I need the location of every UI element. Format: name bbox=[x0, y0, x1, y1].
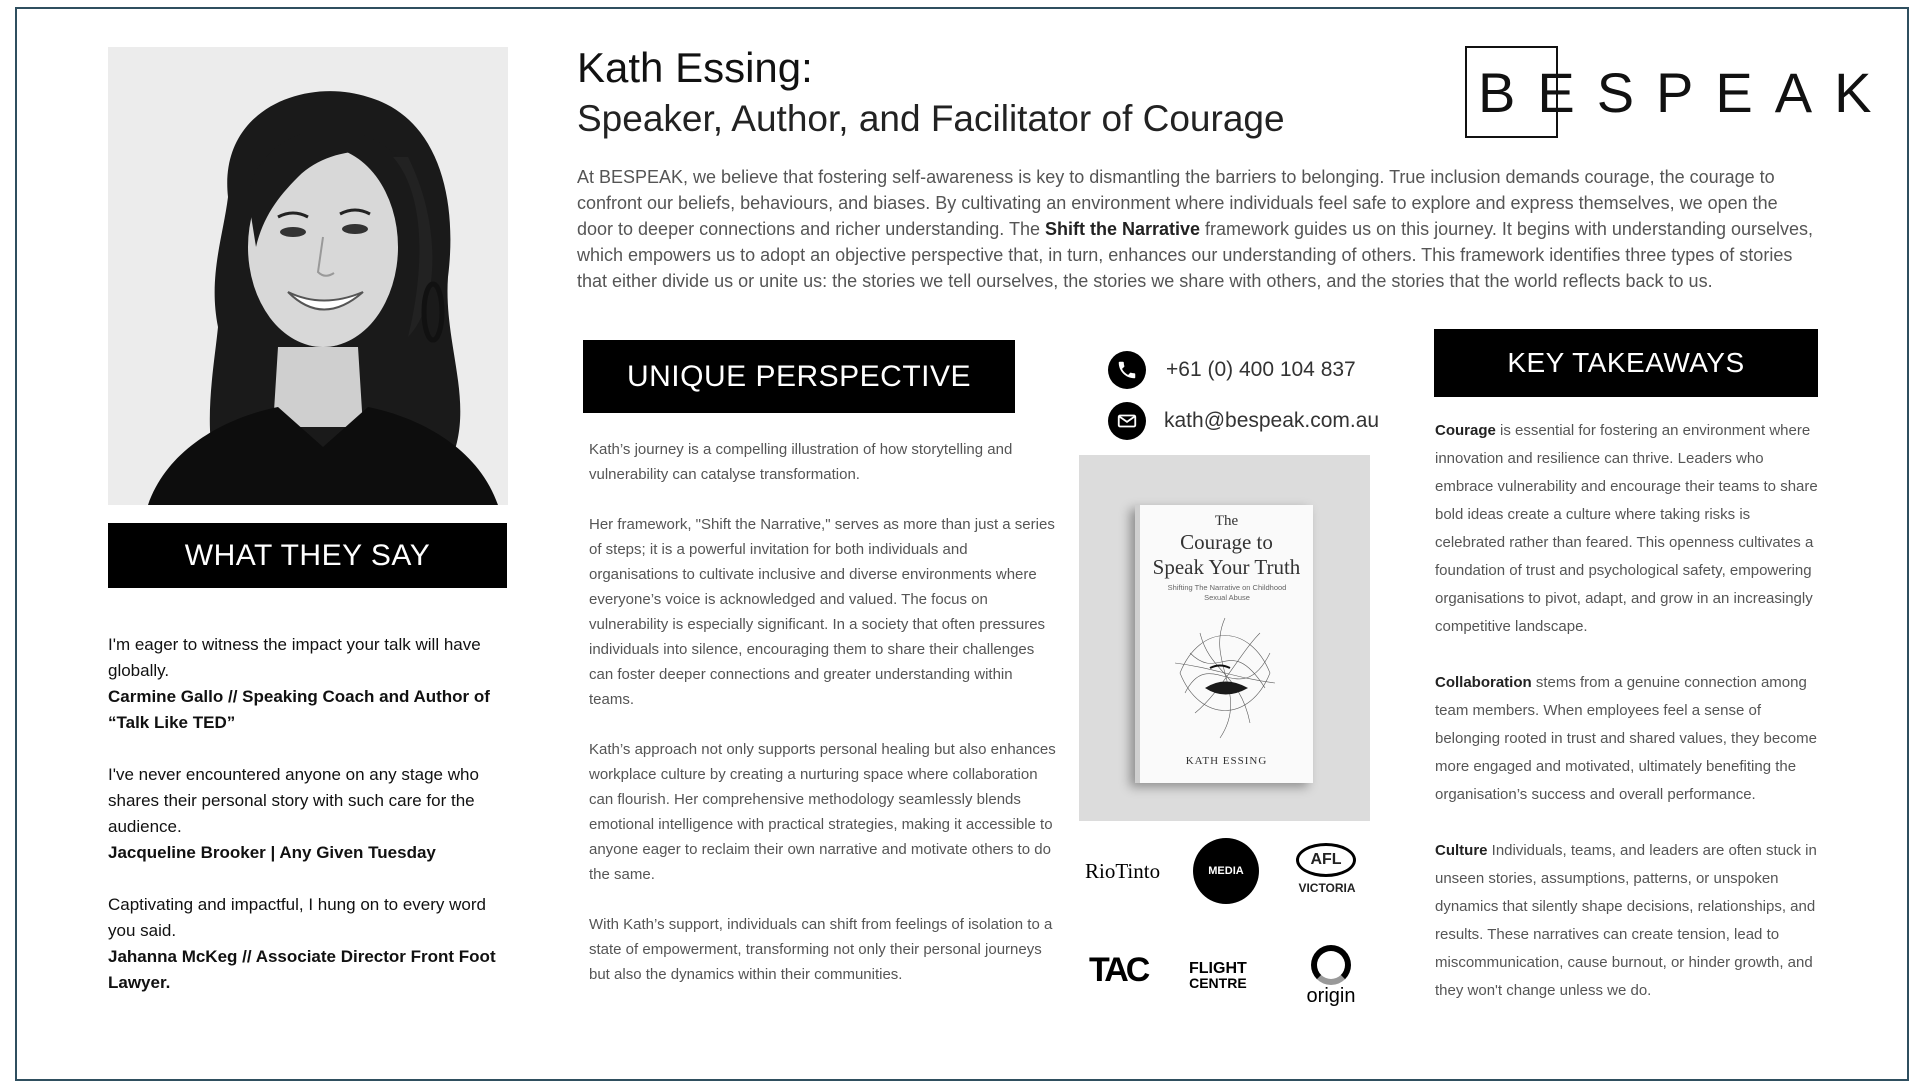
intro-text: At BESPEAK, we believe that fostering self-awareness is key to dismantling the barriers to belonging. True inclusion demands courage, the courage to confront our beliefs, behaviours, and biases. By cultivating an environment where individuals feel safe to explore and express themselves, we open the door to deeper connections and richer understanding. The bbox=[577, 167, 1778, 239]
takeaway-item bbox=[1435, 669, 1820, 809]
book-image bbox=[1079, 455, 1370, 821]
takeaway-term: Collaboration bbox=[1435, 674, 1532, 691]
takeaway-description: stems from a genuine connection among team members. When employees feel a sense of belonging rooted in trust and shared values, they become more engaged and motivated, ultimately benefiting the organisation’s success and overall performance. bbox=[1435, 674, 1817, 803]
takeaway-term: Culture bbox=[1435, 842, 1488, 859]
client-logos bbox=[1079, 833, 1379, 1013]
takeaway-item bbox=[1435, 417, 1820, 641]
testimonial-quote: Captivating and impactful, I hung on to every word you said. bbox=[108, 895, 486, 940]
takeaway-term: Courage bbox=[1435, 422, 1496, 439]
intro-text: framework guides us on this journey. It begins with understanding ourselves, which empowers us to adopt an objective perspective that, in turn, enhances our understanding of others. This framework identifies three types of stories that either divide us or unite us: the stories we tell ourselves, the stories we share with others, and the stories that the world reflects back to us. bbox=[577, 219, 1814, 291]
contact-email[interactable] bbox=[1108, 402, 1379, 440]
mail-icon bbox=[1108, 402, 1146, 440]
intro-bold-text: Shift the Narrative bbox=[1044, 219, 1201, 239]
takeaway-description: Individuals, teams, and leaders are often stuck in unseen stories, assumptions, patterns, or unspoken dynamics that silently shape decisions, relationships, and results. These narratives can create tension, lead to miscommunication, cause burnout, or hinder growth, and they won't change unless we do. bbox=[1435, 842, 1817, 999]
book-title-the: The bbox=[1214, 513, 1239, 529]
testimonial-author: Jahanna McKeg // Associate Director Front Foot Lawyer. bbox=[108, 947, 496, 992]
testimonial-author: Jacqueline Brooker | Any Given Tuesday bbox=[108, 843, 436, 862]
unique-perspective-heading: UNIQUE PERSPECTIVE bbox=[583, 340, 1015, 413]
testimonials-list bbox=[108, 632, 513, 1022]
paragraph: Kath’s approach not only supports personal healing but also enhances workplace culture by creating a nurturing space where collaboration can flourish. Her comprehensive methodology seamlessly blends emotional intelligence with practical strategies, making it accessible to anyone eager to reclaim their own narrative and motivate others to do the same. bbox=[589, 741, 1056, 883]
riotinto-logo: RioTinto bbox=[1085, 859, 1161, 883]
key-takeaways-heading: KEY TAKEAWAYS bbox=[1434, 329, 1818, 397]
email-address: kath@bespeak.com.au bbox=[1164, 409, 1380, 432]
unique-perspective-text bbox=[589, 437, 1059, 1012]
book-title-line1: Courage to bbox=[1180, 530, 1273, 554]
book-subtitle: Shifting The Narrative on Childhood Sexual Abuse bbox=[1167, 583, 1287, 602]
testimonial-quote: I've never encountered anyone on any stage who shares their personal story with such care for the audience. bbox=[108, 765, 479, 836]
flight-centre-logo bbox=[1189, 961, 1247, 991]
origin-text: origin bbox=[1306, 985, 1356, 1007]
afl-victoria-text: VICTORIA bbox=[1298, 881, 1356, 895]
paragraph: Kath’s journey is a compelling illustration of how storytelling and vulnerability can catalyse transformation. bbox=[589, 441, 1013, 483]
hatched-media-text: MEDIA bbox=[1208, 865, 1244, 877]
origin-logo bbox=[1294, 945, 1364, 1013]
testimonial-author: Carmine Gallo // Speaking Coach and Author of “Talk Like TED” bbox=[108, 687, 490, 732]
tac-logo: TAC bbox=[1089, 951, 1148, 989]
logo-text: BESPEAK bbox=[1478, 61, 1894, 124]
afl-text: AFL bbox=[1310, 851, 1342, 868]
speaker-subtitle: Speaker, Author, and Facilitator of Courage bbox=[577, 98, 1285, 139]
speaker-portrait bbox=[108, 47, 508, 505]
takeaway-item bbox=[1435, 837, 1820, 1005]
hatched-media-logo bbox=[1193, 838, 1259, 904]
afl-victoria-logo bbox=[1294, 843, 1360, 903]
speaker-name: Kath Essing: bbox=[577, 44, 813, 91]
flight-text: FLIGHT bbox=[1189, 960, 1247, 977]
book-cover bbox=[1135, 505, 1313, 783]
takeaway-description: is essential for fostering an environment where innovation and resilience can thrive. Leaders who embrace vulnerability and encourage their teams to share bold ideas create a culture where taking risks is celebrated rather than feared. This openness cultivates a foundation of trust and psychological safety, empowering organisations to pivot, adapt, and grow in an increasingly competitive landscape. bbox=[1435, 422, 1818, 635]
book-author: KATH ESSING bbox=[1185, 755, 1268, 767]
phone-icon bbox=[1108, 351, 1146, 389]
key-takeaways-text bbox=[1435, 417, 1820, 1033]
paragraph: Her framework, "Shift the Narrative," serves as more than just a series of steps; it is a powerful invitation for both individuals and organisations to cultivate inclusive and diverse environments where everyone’s voice is acknowledged and valued. The focus on vulnerability is especially significant. In a society that often pressures individuals into silence, encouraging them to share their challenges can foster deeper connections and greater understanding within teams. bbox=[589, 516, 1055, 708]
testimonial-quote: I'm eager to witness the impact your talk will have globally. bbox=[108, 635, 481, 680]
contact-phone[interactable] bbox=[1108, 351, 1356, 389]
centre-text: CENTRE bbox=[1189, 975, 1247, 991]
book-face-illustration bbox=[1170, 613, 1280, 743]
intro-paragraph bbox=[577, 164, 1817, 294]
bespeak-logo bbox=[1465, 46, 1894, 142]
phone-number: +61 (0) 400 104 837 bbox=[1166, 358, 1356, 381]
paragraph: With Kath’s support, individuals can shift from feelings of isolation to a state of empowerment, transforming not only their personal journeys but also the dynamics within their communities. bbox=[589, 916, 1053, 983]
what-they-say-heading: WHAT THEY SAY bbox=[108, 523, 507, 588]
book-title-line2: Speak Your Truth bbox=[1152, 555, 1301, 579]
